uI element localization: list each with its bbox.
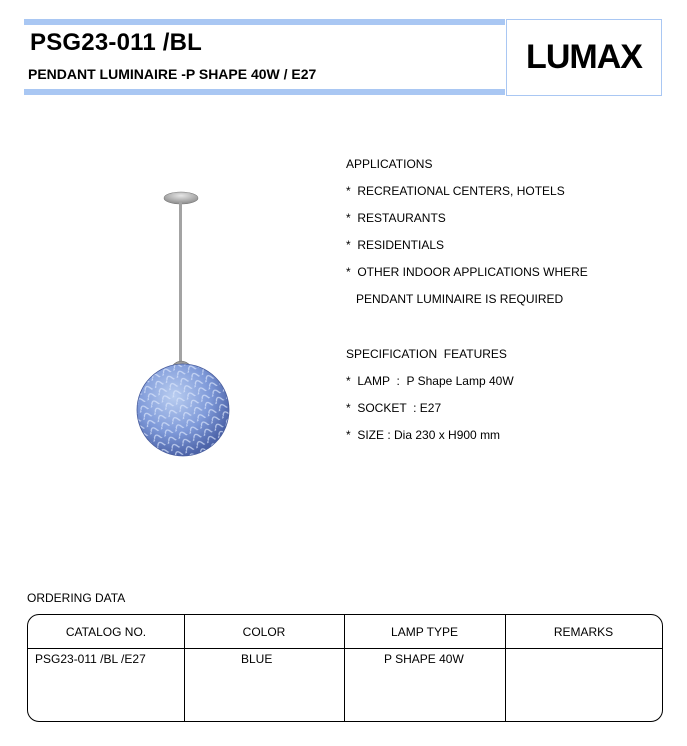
- applications-item: * OTHER INDOOR APPLICATIONS WHERE: [346, 265, 588, 279]
- brand-logo-text: LUMAX: [526, 38, 642, 76]
- table-cell-color: BLUE: [241, 652, 273, 666]
- table-cell-catalog-no: PSG23-011 /BL /E27: [35, 652, 146, 666]
- column-header-remarks: REMARKS: [553, 625, 614, 639]
- header-bottom-bar: [24, 89, 505, 95]
- brand-logo: [506, 19, 662, 96]
- applications-item: PENDANT LUMINAIRE IS REQUIRED: [346, 292, 564, 306]
- ordering-data-label: ORDERING DATA: [27, 591, 126, 605]
- ordering-table: [27, 614, 663, 722]
- pendant-lamp-icon: [130, 188, 240, 458]
- column-header-lamp-type: LAMP TYPE: [391, 625, 458, 639]
- specification-item: * SOCKET : E27: [346, 401, 442, 415]
- column-header-color: COLOR: [242, 625, 286, 639]
- applications-item: * RESTAURANTS: [346, 211, 446, 225]
- product-subtitle: PENDANT LUMINAIRE -P SHAPE 40W / E27: [28, 66, 317, 82]
- product-code: PSG23-011 /BL: [30, 29, 203, 56]
- header-top-bar: [24, 19, 505, 25]
- specification-item: * LAMP : P Shape Lamp 40W: [346, 374, 514, 388]
- applications-item: * RECREATIONAL CENTERS, HOTELS: [346, 184, 565, 198]
- specification-heading: SPECIFICATION FEATURES: [346, 347, 507, 361]
- table-cell-lamp-type: P SHAPE 40W: [384, 652, 464, 666]
- specification-item: * SIZE : Dia 230 x H900 mm: [346, 428, 501, 442]
- applications-heading: APPLICATIONS: [346, 157, 433, 171]
- applications-item: * RESIDENTIALS: [346, 238, 445, 252]
- product-image: [130, 188, 240, 463]
- table-header-divider: [28, 648, 662, 649]
- column-header-catalog-no: CATALOG NO.: [65, 625, 147, 639]
